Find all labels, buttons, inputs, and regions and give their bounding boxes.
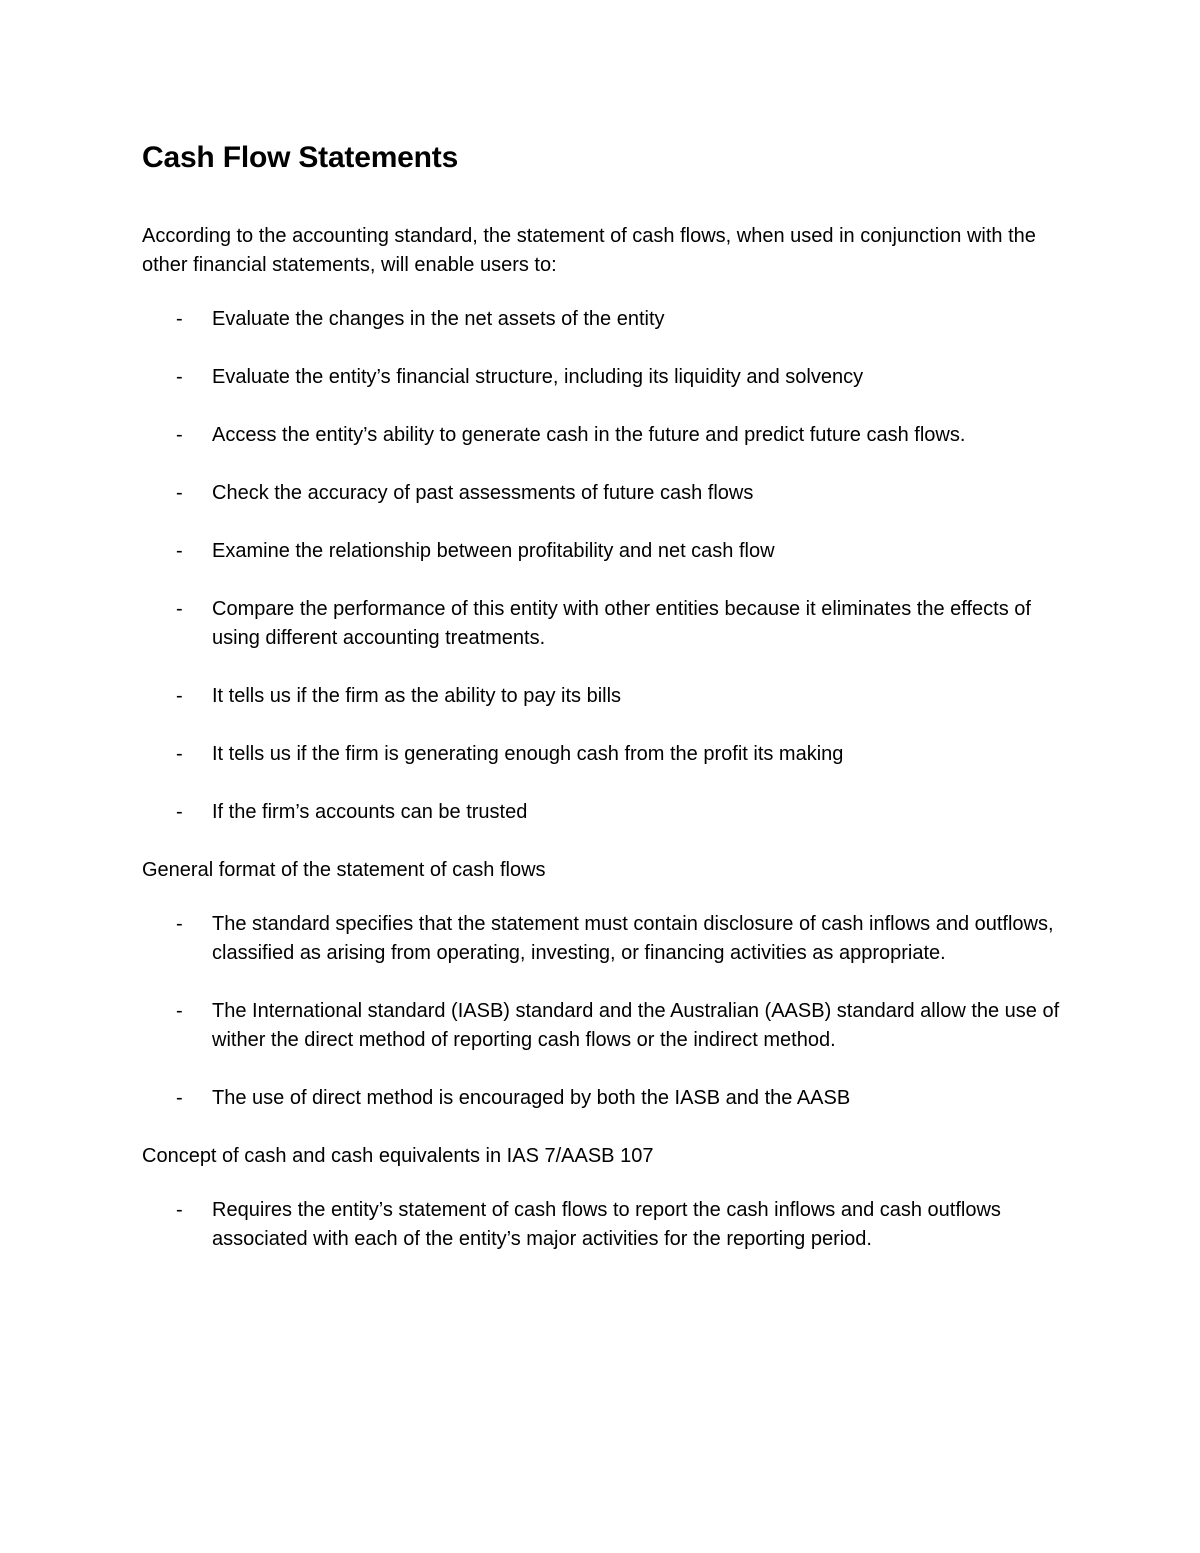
bullet-dash: - xyxy=(176,540,183,562)
bullet-dash: - xyxy=(176,1199,183,1221)
list-item xyxy=(142,1196,1072,1254)
bullet-dash: - xyxy=(176,308,183,330)
list-item xyxy=(142,305,1072,334)
section-heading-concept: Concept of cash and cash equivalents in IAS 7/AASB 107 xyxy=(142,1145,654,1167)
format-bullet-list xyxy=(142,910,1072,1113)
bullet-dash: - xyxy=(176,743,183,765)
page-title: Cash Flow Statements xyxy=(142,141,459,174)
list-item-text: It tells us if the firm is generating enough cash from the profit its making xyxy=(212,743,844,765)
bullet-dash: - xyxy=(176,598,183,620)
list-item xyxy=(142,910,1072,968)
list-item xyxy=(142,421,1072,450)
list-item xyxy=(142,740,1072,769)
concept-bullet-list xyxy=(142,1196,1072,1254)
bullet-dash: - xyxy=(176,366,183,388)
list-item-text: The standard specifies that the statement must contain disclosure of cash inflows and outflows, classified as arising from operating, investing, or financing activities as appropriate. xyxy=(212,913,1054,964)
list-item-text: The use of direct method is encouraged by both the IASB and the AASB xyxy=(212,1087,851,1109)
list-item xyxy=(142,363,1072,392)
list-item xyxy=(142,997,1072,1055)
list-item-text: It tells us if the firm as the ability to pay its bills xyxy=(212,685,622,707)
intro-bullet-list xyxy=(142,305,1072,827)
list-item-text: Evaluate the entity’s financial structure, including its liquidity and solvency xyxy=(212,366,864,388)
list-item-text: If the firm’s accounts can be trusted xyxy=(212,801,528,823)
bullet-dash: - xyxy=(176,482,183,504)
document-page xyxy=(142,140,1072,1254)
bullet-dash: - xyxy=(176,913,183,935)
list-item-text: The International standard (IASB) standard and the Australian (AASB) standard allow the use of wither the direct method of reporting cash flows or the indirect method. xyxy=(212,1000,1060,1051)
list-item-text: Check the accuracy of past assessments of future cash flows xyxy=(212,482,754,504)
bullet-dash: - xyxy=(176,424,183,446)
list-item xyxy=(142,537,1072,566)
list-item xyxy=(142,595,1072,653)
bullet-dash: - xyxy=(176,685,183,707)
bullet-dash: - xyxy=(176,1087,183,1109)
list-item xyxy=(142,1084,1072,1113)
list-item-text: Requires the entity’s statement of cash flows to report the cash inflows and cash outflows associated with each of the entity’s major activities for the reporting period. xyxy=(212,1199,1001,1250)
list-item xyxy=(142,479,1072,508)
bullet-dash: - xyxy=(176,801,183,823)
list-item xyxy=(142,798,1072,827)
bullet-dash: - xyxy=(176,1000,183,1022)
list-item-text: Access the entity’s ability to generate cash in the future and predict future cash flows. xyxy=(212,424,966,446)
list-item-text: Examine the relationship between profitability and net cash flow xyxy=(212,540,775,562)
section-heading-format: General format of the statement of cash flows xyxy=(142,859,546,881)
list-item-text: Compare the performance of this entity with other entities because it eliminates the effects of using different accounting treatments. xyxy=(212,598,1031,649)
list-item xyxy=(142,682,1072,711)
intro-paragraph: According to the accounting standard, the statement of cash flows, when used in conjunction with the other financial statements, will enable users to: xyxy=(142,225,1036,276)
list-item-text: Evaluate the changes in the net assets of the entity xyxy=(212,308,665,330)
